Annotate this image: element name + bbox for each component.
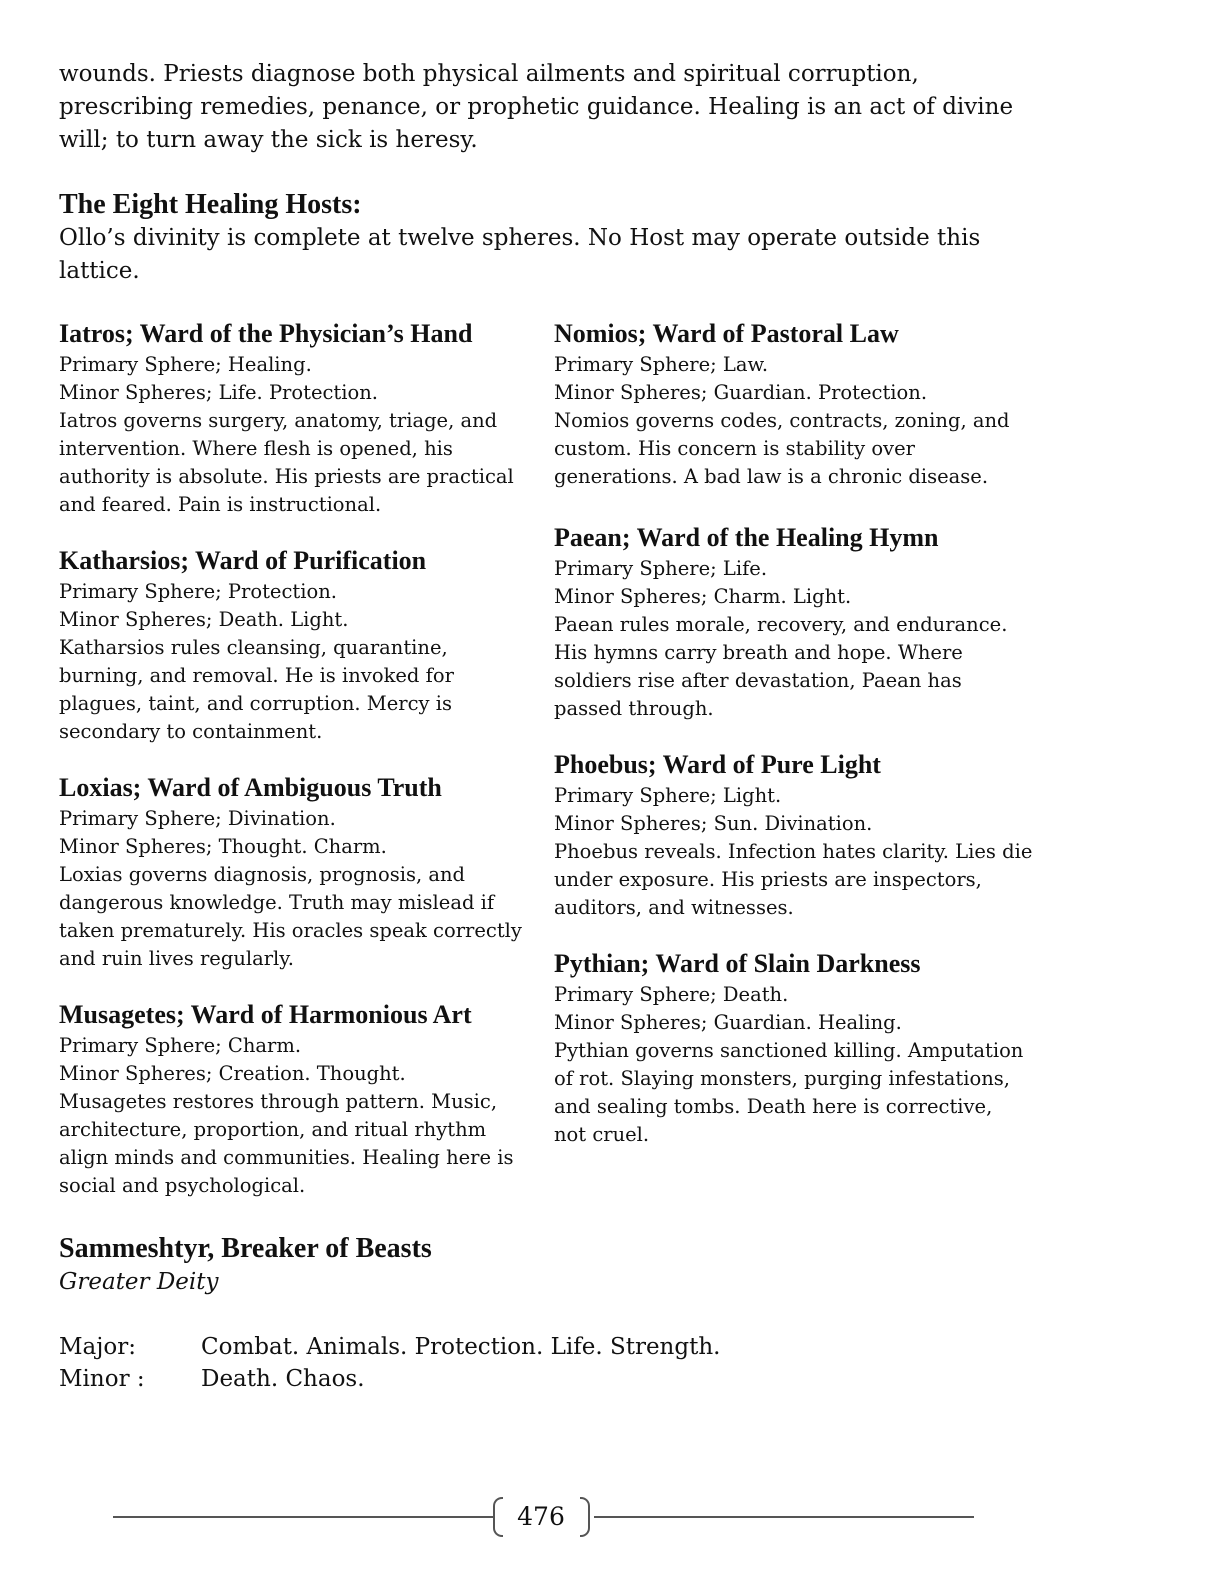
ward-title: Musagetes; Ward of Harmonious Art bbox=[59, 1000, 472, 1029]
ward-primary-sphere: Primary Sphere; Death. bbox=[554, 983, 789, 1006]
minor-spheres-label: Minor : bbox=[59, 1366, 145, 1392]
ward-title: Phoebus; Ward of Pure Light bbox=[554, 750, 881, 779]
ward-description: Pythian governs sanctioned killing. Amputation of rot. Slaying monsters, purging infestations, and sealing tombs. Death here is corrective, not cruel. bbox=[554, 1039, 1024, 1146]
intro-paragraph: wounds. Priests diagnose both physical ailments and spiritual corruption, prescribing remedies, penance, or prophetic guidance. Healing is an act of divine will; to turn away the sick is heresy. bbox=[59, 61, 1014, 153]
ward-entry-loxias bbox=[59, 772, 539, 973]
ward-title: Loxias; Ward of Ambiguous Truth bbox=[59, 773, 442, 802]
ward-description: Paean rules morale, recovery, and endurance. His hymns carry breath and hope. Where soldiers rise after devastation, Paean has passed through. bbox=[554, 613, 1008, 720]
ward-primary-sphere: Primary Sphere; Charm. bbox=[59, 1034, 302, 1057]
ward-description: Nomios governs codes, contracts, zoning, and custom. His concern is stability over generations. A bad law is a chronic disease. bbox=[554, 409, 1010, 488]
ward-minor-spheres: Minor Spheres; Guardian. Healing. bbox=[554, 1011, 902, 1034]
ward-primary-sphere: Primary Sphere; Light. bbox=[554, 784, 782, 807]
ward-title: Iatros; Ward of the Physician’s Hand bbox=[59, 319, 473, 348]
ward-entry-pythian bbox=[554, 948, 1034, 1149]
ward-description: Loxias governs diagnosis, prognosis, and dangerous knowledge. Truth may mislead if taken prematurely. His oracles speak correctly and ruin lives regularly. bbox=[59, 863, 522, 970]
ward-minor-spheres: Minor Spheres; Guardian. Protection. bbox=[554, 381, 928, 404]
ward-primary-sphere: Primary Sphere; Law. bbox=[554, 353, 769, 376]
ward-primary-sphere: Primary Sphere; Protection. bbox=[59, 580, 337, 603]
ward-description: Katharsios rules cleansing, quarantine, burning, and removal. He is invoked for plagues, taint, and corruption. Mercy is secondary to containment. bbox=[59, 636, 454, 743]
ward-minor-spheres: Minor Spheres; Thought. Charm. bbox=[59, 835, 387, 858]
ward-description: Phoebus reveals. Infection hates clarity. Lies die under exposure. His priests are inspectors, auditors, and witnesses. bbox=[554, 840, 1033, 919]
minor-spheres-row bbox=[59, 1363, 365, 1395]
footer-rule-right bbox=[594, 1516, 974, 1518]
ward-title: Paean; Ward of the Healing Hymn bbox=[554, 523, 939, 552]
page-number-bracket-left bbox=[493, 1497, 503, 1537]
ward-entry-nomios bbox=[554, 318, 1034, 491]
major-spheres-row bbox=[59, 1331, 720, 1363]
ward-minor-spheres: Minor Spheres; Sun. Divination. bbox=[554, 812, 873, 835]
ward-title: Pythian; Ward of Slain Darkness bbox=[554, 949, 921, 978]
ward-primary-sphere: Primary Sphere; Life. bbox=[554, 557, 768, 580]
ward-primary-sphere: Primary Sphere; Divination. bbox=[59, 807, 336, 830]
ward-minor-spheres: Minor Spheres; Creation. Thought. bbox=[59, 1062, 406, 1085]
ward-description: Iatros governs surgery, anatomy, triage, and intervention. Where flesh is opened, his authority is absolute. His priests are practical and feared. Pain is instructional. bbox=[59, 409, 514, 516]
ward-entry-katharsios bbox=[59, 545, 539, 746]
ward-description: Musagetes restores through pattern. Music, architecture, proportion, and ritual rhythm align minds and communities. Healing here is social and psychological. bbox=[59, 1090, 514, 1197]
deity-rank: Greater Deity bbox=[59, 1269, 219, 1295]
ward-entry-iatros bbox=[59, 318, 539, 519]
major-spheres-label: Major: bbox=[59, 1334, 136, 1360]
page-number: 476 bbox=[517, 1502, 565, 1531]
ward-minor-spheres: Minor Spheres; Charm. Light. bbox=[554, 585, 852, 608]
ward-minor-spheres: Minor Spheres; Life. Protection. bbox=[59, 381, 378, 404]
ward-title: Nomios; Ward of Pastoral Law bbox=[554, 319, 899, 348]
ward-entry-phoebus bbox=[554, 749, 1034, 922]
footer-rule-left bbox=[113, 1516, 493, 1518]
section-heading: The Eight Healing Hosts: bbox=[59, 189, 362, 220]
major-spheres-value: Combat. Animals. Protection. Life. Strength. bbox=[201, 1334, 721, 1360]
minor-spheres-value: Death. Chaos. bbox=[201, 1366, 365, 1392]
deity-name-heading: Sammeshtyr, Breaker of Beasts bbox=[59, 1233, 432, 1264]
ward-minor-spheres: Minor Spheres; Death. Light. bbox=[59, 608, 349, 631]
page-number-bracket-right bbox=[580, 1497, 590, 1537]
ward-title: Katharsios; Ward of Purification bbox=[59, 546, 427, 575]
ward-entry-musagetes bbox=[59, 999, 539, 1200]
section-intro: Ollo’s divinity is complete at twelve spheres. No Host may operate outside this lattice. bbox=[59, 225, 981, 284]
ward-primary-sphere: Primary Sphere; Healing. bbox=[59, 353, 312, 376]
ward-entry-paean bbox=[554, 522, 1034, 723]
